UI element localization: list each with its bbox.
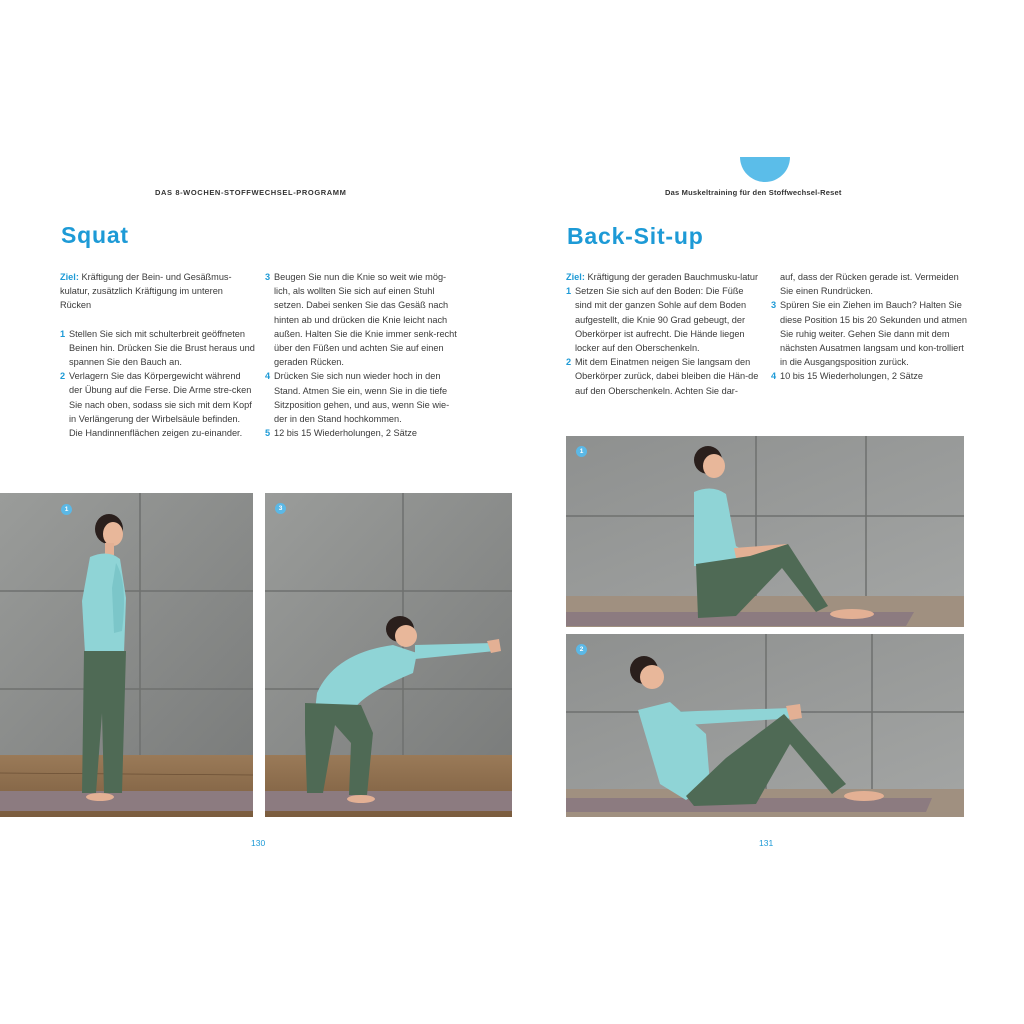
page-title-back-sit-up: Back-Sit-up [567,223,704,249]
step-text: Drücken Sie sich nun wieder hoch in den Stand. Atmen Sie ein, wenn Sie in die tiefe Sitzposition gehen, und aus, wenn Sie wie-der in den Stand hochkommen. [274,371,450,425]
step-number: 3 [265,272,271,282]
situp-text-column-1 [566,270,759,398]
ziel-paragraph [60,270,256,313]
ziel-text: Kräftigung der Bein- und Gesäßmus-kulatur, zusätzlich Kräftigung im unteren Rücken [60,272,232,311]
step-item [60,327,256,370]
section-tab-marker [740,157,790,182]
step-number: 1 [566,286,572,297]
step-item [566,284,759,355]
step-text: 12 bis 15 Wiederholungen, 2 Sätze [274,428,418,439]
step-number: 4 [771,371,777,382]
page-number-right: 131 [759,838,774,848]
situp-text-column-2 [771,270,969,384]
step-item [265,270,461,369]
step-number: 2 [60,371,66,382]
step-number: 1 [60,328,66,339]
photo-illustration [566,634,964,817]
photo-step-badge: 2 [576,644,587,655]
step-item [566,355,759,398]
squat-photo-standing [0,493,253,817]
continued-text: auf, dass der Rücken gerade ist. Vermeiden Sie einen Rundrücken. [780,272,959,297]
situp-photo-upright [566,436,964,627]
step-number: 4 [265,371,271,382]
step-text: Spüren Sie ein Ziehen im Bauch? Halten Sie diese Position 15 bis 20 Sekunden und atmen Sie ruhig weiter. Gehen Sie dann mit dem nächsten Ausatmen langsam und kon-trolliert in die Ausgangsposition zurück. [780,300,967,368]
photo-step-badge: 1 [61,504,72,515]
page-title-squat: Squat [61,222,129,248]
step-text: Beugen Sie nun die Knie so weit wie mög-lich, als wollten Sie sich auf einen Stuhl setzen. Dabei senken Sie das Gesäß nach hinten ab und drücken die Knie leicht nach außen. Halten Sie die Knie immer senk-recht über den Füßen und achten Sie auf einen geraden Rücken. [274,272,457,368]
squat-text-column-2 [265,270,461,440]
squat-photo-squatting [265,493,512,817]
ziel-label: Ziel: [60,272,79,282]
step-number: 3 [771,300,777,311]
step-text: Stellen Sie sich mit schulterbreit geöffneten Beinen hin. Drücken Sie die Brust heraus und spannen Sie den Bauch an. [69,328,255,368]
page-number-left: 130 [251,838,266,848]
running-head-left: DAS 8-WOCHEN-STOFFWECHSEL-PROGRAMM [155,188,347,197]
ziel-paragraph [566,270,759,284]
photo-step-badge: 3 [275,503,286,514]
situp-photo-leaning-back [566,634,964,817]
photo-step-badge: 1 [576,446,587,457]
step-text: Mit dem Einatmen neigen Sie langsam den Oberkörper zurück, dabei bleiben die Hän-de auf den Oberschenkeln. Achten Sie dar- [575,357,759,396]
step-number: 2 [566,357,572,368]
step-item [60,369,256,440]
photo-illustration [265,493,512,817]
step-item [771,369,969,383]
photo-illustration [566,436,964,627]
ziel-text: Kräftigung der geraden Bauchmusku-latur [587,272,759,282]
step-text: 10 bis 15 Wiederholungen, 2 Sätze [780,371,924,382]
photo-illustration [0,493,253,817]
ziel-label: Ziel: [566,272,585,282]
step-text: Setzen Sie sich auf den Boden: Die Füße sind mit der ganzen Sohle auf dem Boden aufgestellt, die Knie 90 Grad gebeugt, der Oberkörper ist aufrecht. Die Hände liegen locker auf den Oberschenkeln. [575,286,747,354]
step-item [771,298,969,369]
running-head-right: Das Muskeltraining für den Stoffwechsel-Reset [665,188,842,197]
step-number: 5 [265,428,271,439]
step-text: Verlagern Sie das Körpergewicht während der Übung auf die Ferse. Die Arme stre-cken Sie nach oben, sodass sie sich mit dem Kopf in Verlängerung der Wirbelsäule befinden. Die Handinnenflächen zeigen zu-einander. [69,371,252,439]
step-item [265,426,461,440]
step-item [265,369,461,426]
squat-text-column-1 [60,270,256,440]
